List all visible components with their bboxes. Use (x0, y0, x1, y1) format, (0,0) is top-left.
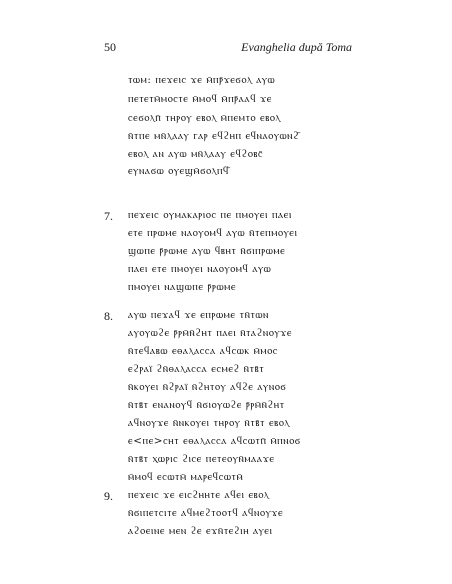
text-line: ⲛ̄ⲕⲟⲩⲉⲓ ⲛ̄ϩⲣⲁⲓ̈ ⲛ̄ϩⲏⲧⲟⲩ ⲁϥϩⲉ ⲁⲩⲛⲟϭ (128, 381, 287, 393)
text-line: ⲁⲩⲟⲩⲱϩⲉ ⲣ̄ⲣⲙ̄ⲛ̄ϩⲏⲧ ⲡⲁⲉⲓ ⲛ̄ⲧⲁϩⲛⲟⲩϫⲉ (128, 327, 293, 339)
text-line: ⲙ̄ⲙⲟϥ ⲉⲥⲱⲧⲙ̄ ⲙⲁⲣⲉϥⲥⲱⲧⲙ̄ (128, 471, 244, 483)
text-line: ⲡⲉⲧⲉⲧⲙ̄ⲙⲟⲥⲧⲉ ⲙ̄ⲙⲟϥ ⲙ̄ⲡⲣ̄ⲁⲁϥ ϫⲉ (128, 93, 272, 105)
text-line: ⲡⲙⲟⲩⲉⲓ ⲛⲁϣⲱⲡⲉ ⲣ̄ⲣⲱⲙⲉ (128, 281, 237, 293)
text-line: ⲁⲩⲱ ⲡⲉϫⲁϥ ϫⲉ ⲉⲡⲣⲱⲙⲉ ⲧⲛ̄ⲧⲱⲛ (128, 309, 269, 321)
page-number: 50 (104, 40, 116, 54)
text-line: ⲡⲁⲉⲓ ⲉⲧⲉ ⲡⲙⲟⲩⲉⲓ ⲛⲁⲟⲩⲟⲙϥ ⲁⲩⲱ (128, 263, 272, 275)
text-line: ⲉⲃⲟⲗ ⲁⲛ ⲁⲩⲱ ⲙⲛ̄ⲗⲁⲁⲩ ⲉϥϩⲟⲃⲥ̄ (128, 148, 264, 160)
text-line: ⲁϥⲛⲟⲩϫⲉ ⲛ̄ⲛⲕⲟⲩⲉⲓ ⲧⲏⲣⲟⲩ ⲛ̄ⲧⲃ̄ⲧ ⲉⲃⲟⲗ (128, 417, 290, 429)
running-title: Evanghelia după Toma (241, 40, 352, 54)
text-line: ⲛ̄ϭⲓⲡⲉⲧⲥⲓⲧⲉ ⲁϥⲙⲉϩⲧⲟⲟⲧϥ ⲁϥⲛⲟⲩϫⲉ (128, 507, 284, 519)
text-line: ⲛ̄ⲧⲃ̄ⲧ ⲭⲱⲣⲓⲥ ϩⲓⲥⲉ ⲡⲉⲧⲉⲟⲩⲛ̄ⲙⲁⲁϫⲉ (128, 453, 275, 465)
section-number: 8. (104, 309, 113, 323)
text-line: ⲉϩⲣⲁⲓ̈ ϩⲛ̄ⲑⲁⲗⲁⲥⲥⲁ ⲉⲥⲙⲉϩ ⲛ̄ⲧⲃ̄ⲧ (128, 363, 265, 375)
text-line: ⲉ<ⲡⲉ>ⲥⲏⲧ ⲉⲑⲁⲗⲁⲥⲥⲁ ⲁϥⲥⲱⲧⲡ̄ ⲙ̄ⲡⲛⲟϭ (128, 435, 301, 447)
text-line: ⲉⲧⲉ ⲡⲣⲱⲙⲉ ⲛⲁⲟⲩⲟⲙϥ ⲁⲩⲱ ⲛ̄ⲧⲉⲡⲙⲟⲩⲉⲓ (128, 227, 298, 239)
text-line: ⲛ̄ⲧⲃ̄ⲧ ⲉⲛⲁⲛⲟⲩϥ ⲛ̄ϭⲓⲟⲩⲱϩⲉ ⲣ̄ⲣⲙ̄ⲛ̄ϩⲏⲧ (128, 399, 285, 411)
section-number: 7. (104, 209, 113, 223)
text-line: ⲥⲉϭⲟⲗⲡ̄ ⲧⲏⲣⲟⲩ ⲉⲃⲟⲗ ⲙ̄ⲡⲉⲙⲧⲟ ⲉⲃⲟⲗ (128, 112, 281, 124)
text-line: ⲛ̄ⲧⲉϥⲁⲃⲱ ⲉⲑⲁⲗⲁⲥⲥⲁ ⲁϥⲥⲱⲕ ⲙ̄ⲙⲟⲥ (128, 345, 278, 357)
text-line: ⲛ̄ⲧⲡⲉ ⲙⲛ̄ⲗⲁⲁⲩ ⲅⲁⲣ ⲉϥϩⲏⲡ ⲉϥⲛⲁⲟⲩⲱⲛϩ̄ (128, 130, 300, 142)
text-line: ⲡⲉϫⲉⲓⲥ ⲟⲩⲙⲁⲕⲁⲣⲓⲟⲥ ⲡⲉ ⲡⲙⲟⲩⲉⲓ ⲡⲁⲉⲓ (128, 209, 292, 221)
text-line: ϣⲱⲡⲉ ⲣ̄ⲣⲱⲙⲉ ⲁⲩⲱ ϥⲃⲏⲧ ⲛ̄ϭⲓⲡⲣⲱⲙⲉ (128, 245, 286, 257)
section-number: 9. (104, 489, 113, 503)
text-line: ⲁϩⲟⲉⲓⲛⲉ ⲙⲉⲛ ϩⲉ ⲉϫⲛ̄ⲧⲉϩⲓⲏ ⲁⲩⲉⲓ (128, 525, 273, 537)
text-line: ⲡⲉϫⲉⲓⲥ ϫⲉ ⲉⲓⲥϩⲏⲏⲧⲉ ⲁϥⲉⲓ ⲉⲃⲟⲗ (128, 489, 270, 501)
text-line: ⲧⲱⲙ: ⲡⲉϫⲉⲓⲥ ϫⲉ ⲙ̄ⲡⲣ̄ϫⲉϭⲟⲗ ⲁⲩⲱ (128, 74, 276, 86)
text-line: ⲉⲩⲛⲁϭⲱ ⲟⲩⲉϣⲙ̄ϭⲟⲗⲡϥ̄ (128, 165, 230, 177)
